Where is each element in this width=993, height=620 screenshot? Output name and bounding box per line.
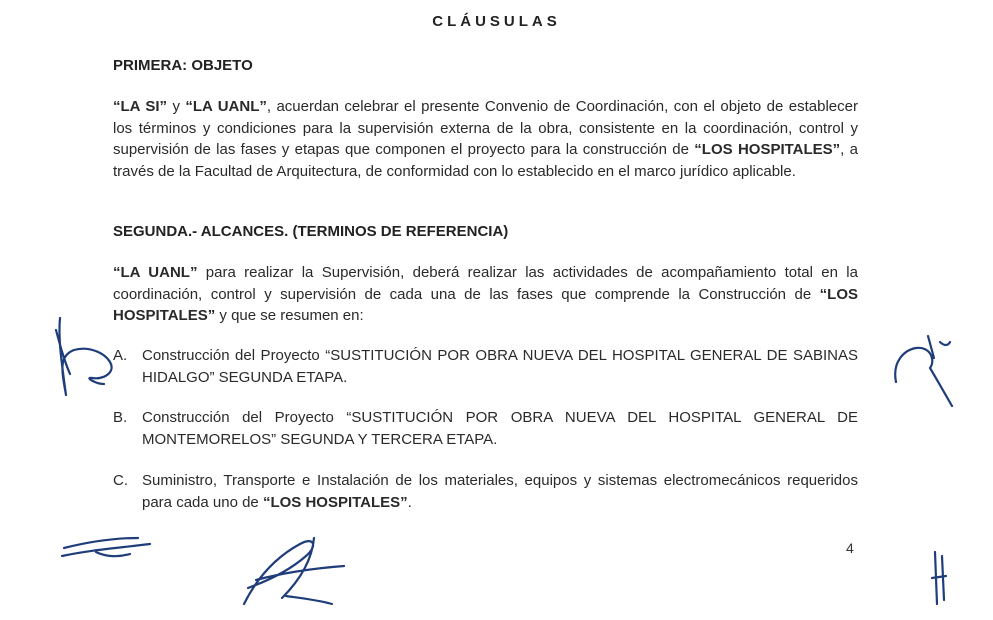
item-letter: C.	[113, 472, 128, 489]
hospitals-term: “LOS HOSPITALES”	[262, 493, 408, 511]
party-si: “LA SI”	[113, 98, 168, 115]
bottom-center-signature	[244, 538, 344, 604]
item-text-a: Suministro, Transporte e Instalación de los materiales, equipos y sistemas electromecánicos requeridos para cada uno de	[142, 472, 858, 511]
item-text-b: .	[407, 493, 412, 511]
bottom-right-initials	[932, 552, 946, 604]
conjunction: y	[167, 98, 186, 115]
clauses-heading: CLÁUSULAS	[432, 13, 561, 30]
clause1-text-b: , a través de la Facultad de Arquitectura, de conformidad con lo establecido en el marco jurídico aplicable.	[113, 141, 858, 180]
margin-initials-right	[895, 336, 952, 406]
clause1-title: PRIMERA: OBJETO	[113, 57, 253, 74]
clause2-text-a: para realizar la Supervisión, deberá realizar las actividades de acompañamiento total en la coordinación, control y supervisión de cada una de las fases que comprende la Construcción de	[113, 264, 858, 303]
bottom-left-signature	[62, 538, 150, 556]
clause2-title: SEGUNDA.- ALCANCES. (TERMINOS DE REFERENCIA)	[113, 223, 509, 240]
item-text: Construcción del Proyecto “SUSTITUCIÓN POR OBRA NUEVA DEL HOSPITAL GENERAL DE SABINAS HIDALGO” SEGUNDA ETAPA.	[142, 347, 858, 386]
item-text: Construcción del Proyecto “SUSTITUCIÓN POR OBRA NUEVA DEL HOSPITAL GENERAL DE MONTEMORELOS” SEGUNDA Y TERCERA ETAPA.	[142, 409, 858, 448]
party-uanl: “LA UANL”	[113, 264, 198, 281]
page-number: 4	[846, 540, 854, 556]
clause1-text-a: , acuerdan celebrar el presente Convenio de Coordinación, con el objeto de establecer los términos y condiciones para la supervisión externa de la obra, consistente en la coordinación, control y supervisión de las fases y etapas que componen el proyecto para la construcción de	[113, 98, 858, 158]
hospitals-term: “LOS HOSPITALES”	[694, 141, 841, 158]
item-letter: A.	[113, 347, 128, 364]
hospitals-term: “LOS HOSPITALES”	[113, 285, 858, 324]
item-letter: B.	[113, 409, 128, 426]
clause2-text-b: y que se resumen en:	[215, 307, 364, 324]
party-uanl: “LA UANL”	[185, 98, 267, 115]
margin-signature-left	[59, 318, 111, 395]
